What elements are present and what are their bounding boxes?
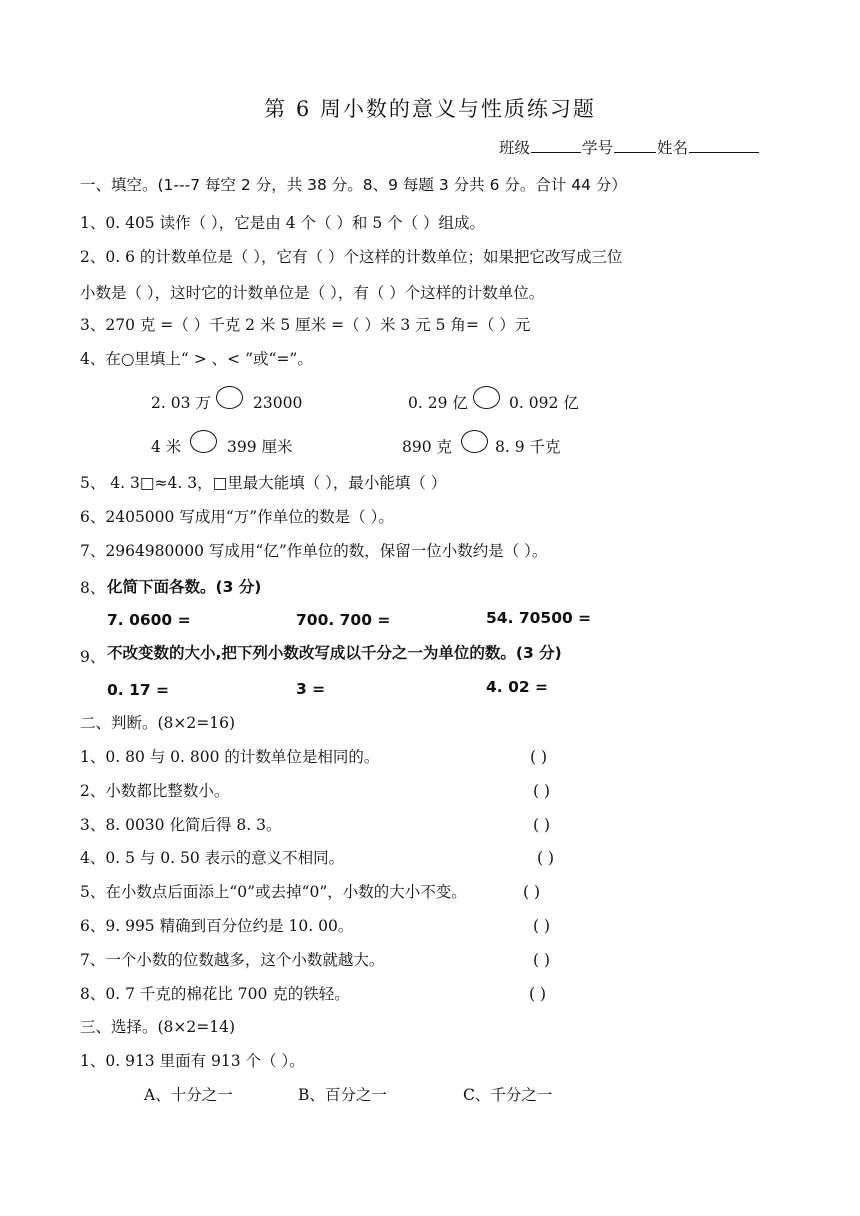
convert-item-2: 3 = — [296, 680, 326, 698]
compare-left-2: 0. 29 亿 — [408, 394, 468, 412]
judge-paren-8[interactable]: ( ) — [529, 985, 547, 1003]
judge-paren-2[interactable]: ( ) — [533, 782, 551, 800]
question-1-2-line2: 小数是（ ），这时它的计数单位是（ ），有（ ）个这样的计数单位。 — [80, 284, 545, 302]
compare-left-3: 4 米 — [151, 438, 182, 456]
name-label: 姓名 — [657, 139, 689, 157]
compare-left-4: 890 克 — [402, 438, 453, 456]
compare-circle-2[interactable] — [473, 386, 500, 409]
simplify-item-2: 700. 700 = — [296, 611, 391, 629]
section2-heading: 二、判断。(8×2=16) — [80, 714, 236, 732]
judge-paren-3[interactable]: ( ) — [533, 816, 551, 834]
compare-left-1: 2. 03 万 — [151, 394, 211, 412]
compare-right-3: 399 厘米 — [227, 438, 293, 456]
section3-heading: 三、选择。(8×2=14) — [80, 1018, 236, 1036]
choice-question-1: 1、0. 913 里面有 913 个（ ）。 — [80, 1052, 305, 1070]
judge-paren-5[interactable]: ( ) — [523, 883, 541, 901]
question-1-9-number: 9、 — [80, 648, 106, 666]
compare-right-4: 8. 9 千克 — [495, 438, 561, 456]
section1-heading: 一、填空。(1---7 每空 2 分，共 38 分。8、9 每题 3 分共 6 分。合计 44 分） — [80, 176, 627, 194]
choice-option-a[interactable]: A、十分之一 — [144, 1086, 233, 1104]
compare-right-1: 23000 — [253, 394, 303, 412]
page-title: 第 6 周小数的意义与性质练习题 — [264, 97, 596, 121]
judge-paren-6[interactable]: ( ) — [533, 917, 551, 935]
question-1-4: 4、在○里填上“ > 、< ”或“=”。 — [80, 350, 313, 368]
question-1-8: 化简下面各数。(3 分) — [107, 578, 262, 596]
id-label: 学号 — [582, 139, 614, 157]
question-1-3: 3、270 克 =（ ）千克 2 米 5 厘米 =（ ）米 3 元 5 角=（ ）元 — [80, 316, 531, 334]
question-1-8-number: 8、 — [80, 579, 106, 597]
choice-option-c[interactable]: C、千分之一 — [463, 1086, 553, 1104]
judge-item-2: 2、小数都比整数小。 — [80, 782, 230, 800]
compare-circle-1[interactable] — [216, 386, 243, 409]
student-info — [499, 138, 760, 157]
compare-circle-3[interactable] — [190, 430, 217, 453]
convert-item-3: 4. 02 = — [486, 678, 549, 696]
judge-item-5: 5、在小数点后面添上“0”或去掉“0”，小数的大小不变。 — [80, 883, 467, 901]
judge-paren-1[interactable]: ( ) — [530, 748, 548, 766]
judge-item-1: 1、0. 80 与 0. 800 的计数单位是相同的。 — [80, 748, 380, 766]
convert-item-1: 0. 17 = — [107, 681, 170, 699]
question-1-5: 5、 4. 3□≈4. 3，□里最大能填（ ），最小能填（ ） — [80, 474, 447, 492]
id-blank — [614, 138, 656, 153]
judge-item-8: 8、0. 7 千克的棉花比 700 克的铁轻。 — [80, 985, 350, 1003]
simplify-item-1: 7. 0600 = — [107, 611, 191, 629]
question-1-7: 7、2964980000 写成用“亿”作单位的数，保留一位小数约是（ ）。 — [80, 542, 548, 560]
question-1-1: 1、0. 405 读作（ ），它是由 4 个（ ）和 5 个（ ）组成。 — [80, 214, 486, 232]
choice-option-b[interactable]: B、百分之一 — [298, 1086, 387, 1104]
judge-item-4: 4、0. 5 与 0. 50 表示的意义不相同。 — [80, 849, 345, 867]
question-1-2-line1: 2、0. 6 的计数单位是（ ），它有（ ）个这样的计数单位；如果把它改写成三位 — [80, 248, 623, 266]
simplify-item-3: 54. 70500 = — [486, 609, 592, 627]
question-1-9: 不改变数的大小,把下列小数改写成以千分之一为单位的数。(3 分) — [107, 644, 562, 662]
judge-paren-4[interactable]: ( ) — [537, 849, 555, 867]
compare-right-2: 0. 092 亿 — [509, 394, 579, 412]
judge-item-7: 7、一个小数的位数越多，这个小数就越大。 — [80, 951, 385, 969]
question-1-6: 6、2405000 写成用“万”作单位的数是（ ）。 — [80, 508, 394, 526]
class-label: 班级 — [499, 139, 531, 157]
judge-paren-7[interactable]: ( ) — [533, 951, 551, 969]
name-blank — [689, 138, 759, 153]
judge-item-3: 3、8. 0030 化简后得 8. 3。 — [80, 816, 282, 834]
compare-circle-4[interactable] — [461, 430, 488, 453]
judge-item-6: 6、9. 995 精确到百分位约是 10. 00。 — [80, 917, 354, 935]
class-blank — [531, 138, 581, 153]
